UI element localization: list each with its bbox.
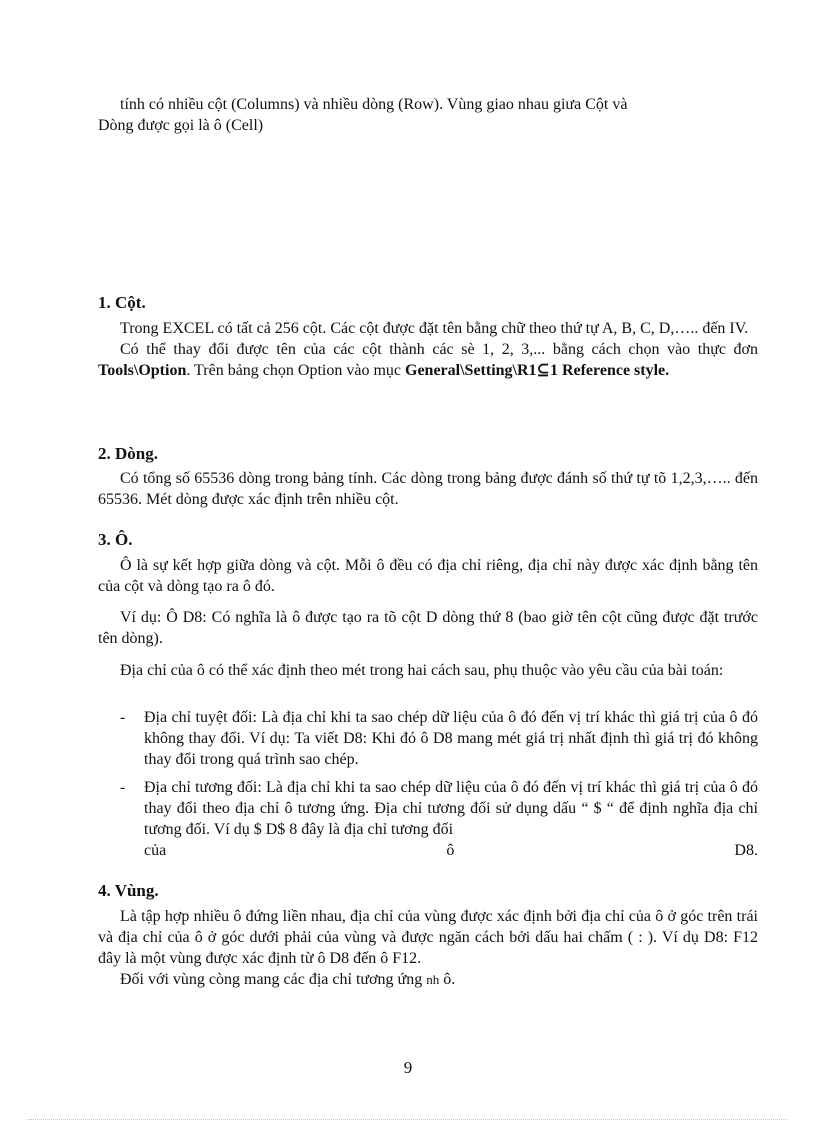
last-line-word-3: D8. xyxy=(734,842,758,859)
section-2-body xyxy=(98,468,758,510)
section-1-body xyxy=(98,318,758,381)
list-item-absolute-address xyxy=(120,707,758,770)
intro-paragraph xyxy=(98,94,758,136)
section-2-heading: 2. Dòng. xyxy=(98,444,158,463)
list-item-relative-text: Địa chỉ tương đối: Là địa chỉ khi ta sao chép dữ liệu của ô đó đến vị trí khác thì giá trị của ô đó thay đổi theo địa chỉ ô tương ứng. Địa chỉ tương đối sử dụng dấu “ $ “ để định nghĩa địa chỉ tương đối. Ví dụ $ D$ 8 đây là địa chỉ tương đối xyxy=(144,779,758,838)
section-4-para-2-text-a: Đối với vùng còng mang các địa chỉ tương ứng xyxy=(120,971,427,988)
bullet-dash: - xyxy=(120,709,126,726)
section-1-para-2-text-a: Có thể thay đổi được tên của các cột thành các sè 1, 2, 3,... bằng cách chọn vào thực đơn xyxy=(120,341,758,358)
section-1-heading: 1. Cột. xyxy=(98,293,146,312)
list-item-absolute-text: Địa chỉ tuyệt đối: Là địa chỉ khi ta sao chép dữ liệu của ô đó đến vị trí khác thì giá trị của ô đó không thay đổi. Ví dụ: Ta viết D8: Khi đó ô D8 mang mét giá trị nhất định thì giá trị đó không thay đổi trong quá trình sao chép. xyxy=(144,709,758,768)
footer-divider xyxy=(28,1119,788,1120)
section-3-para-1: Ô là sự kết hợp giữa dòng và cột. Mỗi ô đều có địa chỉ riêng, địa chỉ này được xác định bằng tên của cột và dòng tạo ra ô đó. xyxy=(98,557,758,595)
last-line-word-1: của xyxy=(144,842,167,859)
tools-option-term: Tools\Option xyxy=(98,362,187,379)
section-3-heading: 3. Ô. xyxy=(98,530,133,549)
section-4-para-2-text-b: ô. xyxy=(439,971,456,988)
section-4-para-1: Là tập hợp nhiều ô đứng liền nhau, địa chỉ của vùng được xác định bởi địa chỉ của ô ở góc trên trái và địa chỉ của ô ở góc dưới phải của vùng và được ngăn cách bởi dấu hai chấm ( : ). Ví dụ D8: F12 đây là một vùng được xác định từ ô D8 đến ô F12. xyxy=(98,908,758,967)
last-line-word-2: ô xyxy=(446,842,455,859)
section-1-para-2-text-b: . Trên bảng chọn Option vào mục xyxy=(186,362,405,379)
bullet-dash: - xyxy=(120,779,126,796)
section-4-body xyxy=(98,906,758,990)
section-4-heading: 4. Vùng. xyxy=(98,881,159,900)
reference-style-term: General\Setting\R1⊆1 Reference style. xyxy=(405,362,670,379)
section-4-para-2-small: nh xyxy=(426,972,440,987)
section-1-para-1: Trong EXCEL có tất cả 256 cột. Các cột được đặt tên bằng chữ theo thứ tự A, B, C, D,….. đến IV. xyxy=(120,320,749,337)
list-item-relative-last-line xyxy=(144,840,758,861)
intro-line-2: Dòng được gọi là ô (Cell) xyxy=(98,117,264,134)
section-1-para-2 xyxy=(98,339,758,381)
list-item-relative-address xyxy=(120,777,758,861)
section-3-para-3: Địa chỉ của ô có thể xác định theo mét trong hai cách sau, phụ thuộc vào yêu cầu của bài toán: xyxy=(120,662,724,679)
intro-line-1: tính có nhiều cột (Columns) và nhiều dòng (Row). Vùng giao nhau giưa Cột và xyxy=(120,96,628,113)
section-2-para-1: Có tổng số 65536 dòng trong bảng tính. Các dòng trong bảng được đánh số thứ tự tõ 1,2,3,….. đến 65536. Mét dòng được xác định trên nhiều cột. xyxy=(98,470,758,508)
section-4-para-2 xyxy=(98,969,758,990)
page-number: 9 xyxy=(403,1058,413,1077)
section-3-para-2: Ví dụ: Ô D8: Có nghĩa là ô được tạo ra tõ cột D dòng thứ 8 (bao giờ tên cột cũng được đặt trước tên dòng). xyxy=(98,609,758,647)
